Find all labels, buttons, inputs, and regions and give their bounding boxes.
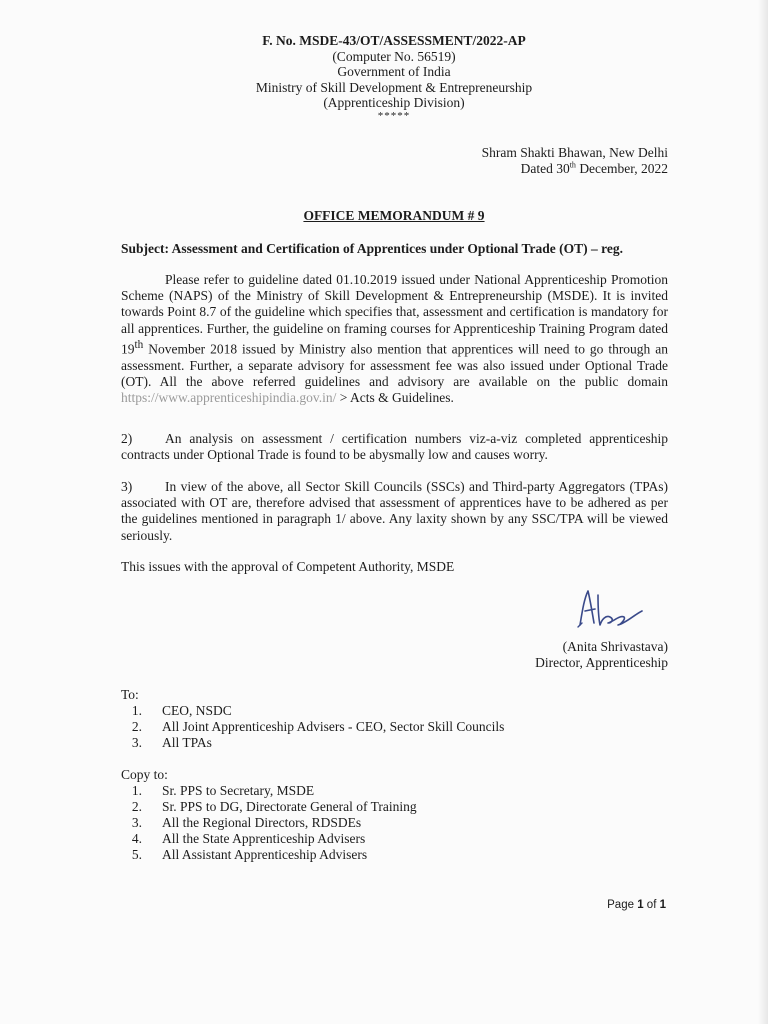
page-total: 1 — [659, 899, 666, 911]
date-suffix: December, 2022 — [575, 161, 668, 176]
place-and-date — [482, 145, 668, 177]
to-label: To: — [121, 687, 139, 702]
paragraph-1 — [121, 272, 668, 406]
list-item: 2. Sr. PPS to DG, Directorate General of Training — [131, 799, 417, 814]
computer-number: (Computer No. 56519) — [332, 48, 456, 64]
location: Shram Shakti Bhawan, New Delhi — [481, 145, 668, 160]
header-stars: ***** — [377, 109, 411, 122]
approval-line: This issues with the approval of Competent Authority, MSDE — [121, 559, 455, 574]
date-superscript: th — [569, 160, 576, 170]
copy-to-list — [121, 783, 417, 863]
page-current: 1 — [637, 899, 644, 911]
apprenticeship-portal-link[interactable]: https://www.apprenticeshipindia.gov.in/ — [121, 389, 337, 405]
date-line — [482, 161, 668, 177]
p2-text: An analysis on assessment / certification numbers viz-a-viz completed apprenticeship contracts under Optional Trade is found to be abysmally low and causes worry. — [121, 431, 668, 463]
government-line: Government of India — [337, 64, 451, 79]
list-item: 1. CEO, NSDC — [131, 703, 232, 718]
document-header — [0, 33, 768, 122]
signatory-name: (Anita Shrivastava) — [562, 639, 668, 654]
paragraph-2 — [121, 431, 668, 463]
list-item: 2. All Joint Apprenticeship Advisers - CEO, Sector Skill Councils — [131, 719, 505, 734]
p3-text: In view of the above, all Sector Skill Councils (SSCs) and Third-party Aggregators (TPAs) associated with OT are, therefore advised that assessment of apprentices have to be adhered as per the guidelines mentioned in paragraph 1/ above. Any laxity shown by any SSC/TPA will be viewed seriously. — [121, 479, 668, 543]
division-line: (Apprenticeship Division) — [323, 95, 465, 110]
signatory-block — [535, 639, 668, 671]
paragraph-3 — [121, 479, 668, 544]
list-item: 1. Sr. PPS to Secretary, MSDE — [131, 783, 315, 798]
signatory-designation: Director, Apprenticeship — [535, 655, 668, 670]
p3-number: 3) — [121, 479, 133, 494]
p1-text-a: Please refer to guideline dated 01.10.2019 issued under National Apprenticeship Promotion Scheme (NAPS) of the Ministry of Skill Development & Entrepreneurship (MSDE). It is invited towards Point 8.7 of the guideline which specifies that, assessment and certification is mandatory for all apprentices. Further, the guideline on framing courses for Apprenticeship Training Program dated 19 — [121, 272, 668, 357]
handwritten-signature — [568, 585, 658, 635]
list-item: 3. All the Regional Directors, RDSDEs — [131, 815, 362, 830]
page-number: Page 1 of 1 — [607, 899, 666, 911]
page-edge-shadow — [758, 0, 768, 1024]
copy-to-label: Copy to: — [121, 767, 168, 782]
list-item: 4. All the State Apprenticeship Advisers — [131, 831, 366, 846]
to-recipient-list — [121, 703, 504, 751]
p1-text-c: > Acts & Guidelines. — [336, 389, 454, 405]
p1-text-b: November 2018 issued by Ministry also mention that apprentices will need to go through an assessment. Further, a separate advisory for assessment fee was also issued under Optional Trade (OT). All the above referred guidelines and advisory are available on the public domain — [121, 341, 668, 389]
list-item: 5. All Assistant Apprenticeship Advisers — [131, 847, 368, 862]
list-item: 3. All TPAs — [131, 735, 212, 750]
p1-superscript: th — [134, 338, 144, 351]
p2-number: 2) — [121, 431, 133, 446]
file-number: F. No. MSDE-43/OT/ASSESSMENT/2022-AP — [262, 33, 526, 48]
date-prefix: Dated 30 — [520, 161, 570, 176]
ministry-line: Ministry of Skill Development & Entrepreneurship — [255, 79, 533, 95]
subject-line: Subject: Assessment and Certification of Apprentices under Optional Trade (OT) – reg. — [121, 241, 623, 256]
memo-title: OFFICE MEMORANDUM # 9 — [303, 208, 485, 223]
